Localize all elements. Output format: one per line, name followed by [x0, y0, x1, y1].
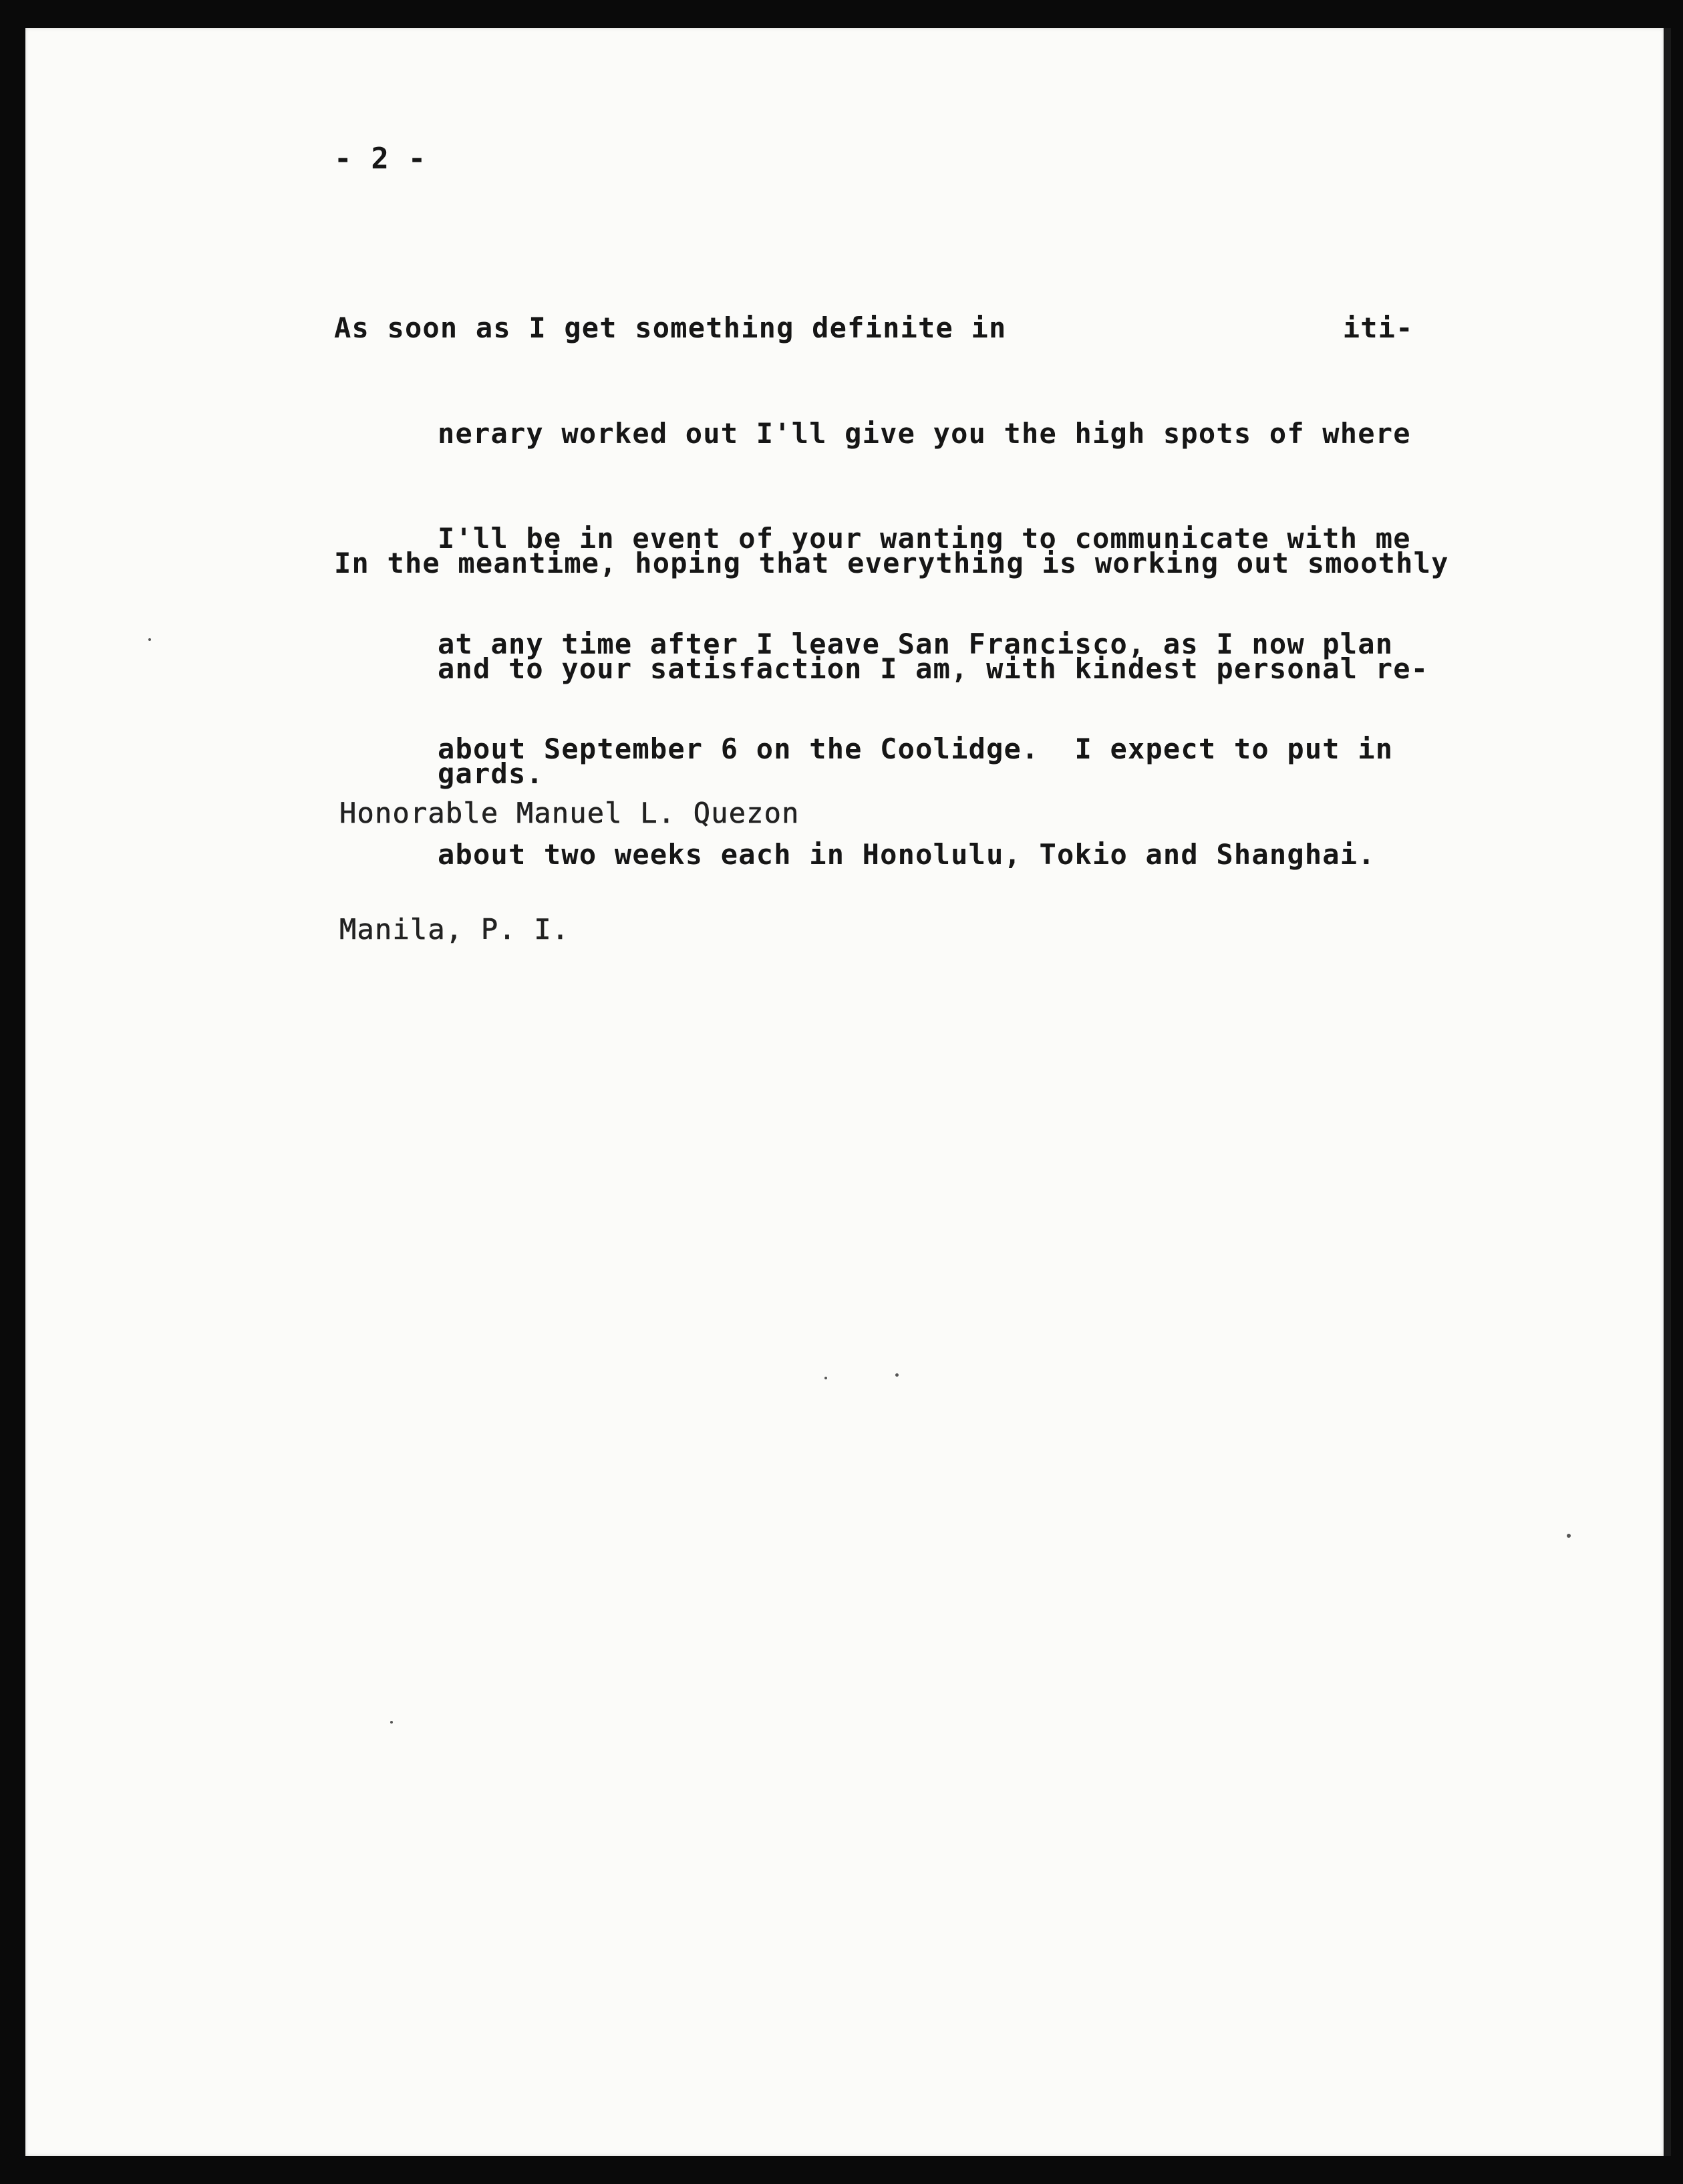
paragraph-line: In the meantime, hoping that everything is working out smoothly: [334, 547, 1449, 579]
paragraph-line: about two weeks each in Honolulu, Tokio and Shanghai.: [438, 837, 1376, 871]
address-line: Manila, P. I.: [339, 913, 570, 946]
recipient-address: [339, 716, 800, 1027]
paragraph-line: and to your satisfaction I am, with kindest personal re-: [438, 652, 1429, 685]
paragraph-line: nerary worked out I'll give you the high spots of where: [438, 416, 1411, 450]
address-line: Honorable Manuel L. Quezon: [339, 797, 800, 829]
page-number: - 2 -: [334, 142, 427, 176]
page-edge-shadow: [1664, 28, 1671, 2156]
paragraph-line: at any time after I leave San Francisco, as I now plan: [438, 627, 1394, 660]
paper-speck: [895, 1373, 899, 1377]
paragraph-line: As soon as I get something definite in iti-: [334, 311, 1414, 344]
paper-speck: [1567, 1534, 1571, 1538]
paragraph-line: about September 6 on the Coolidge. I expect to put in: [438, 732, 1394, 765]
paper-speck: [824, 1377, 827, 1379]
paragraph-line: gards.: [438, 757, 544, 790]
paper-speck: [390, 1721, 393, 1724]
paragraph-line: I'll be in event of your wanting to communicate with me: [438, 522, 1411, 555]
paper-speck: [148, 638, 151, 641]
